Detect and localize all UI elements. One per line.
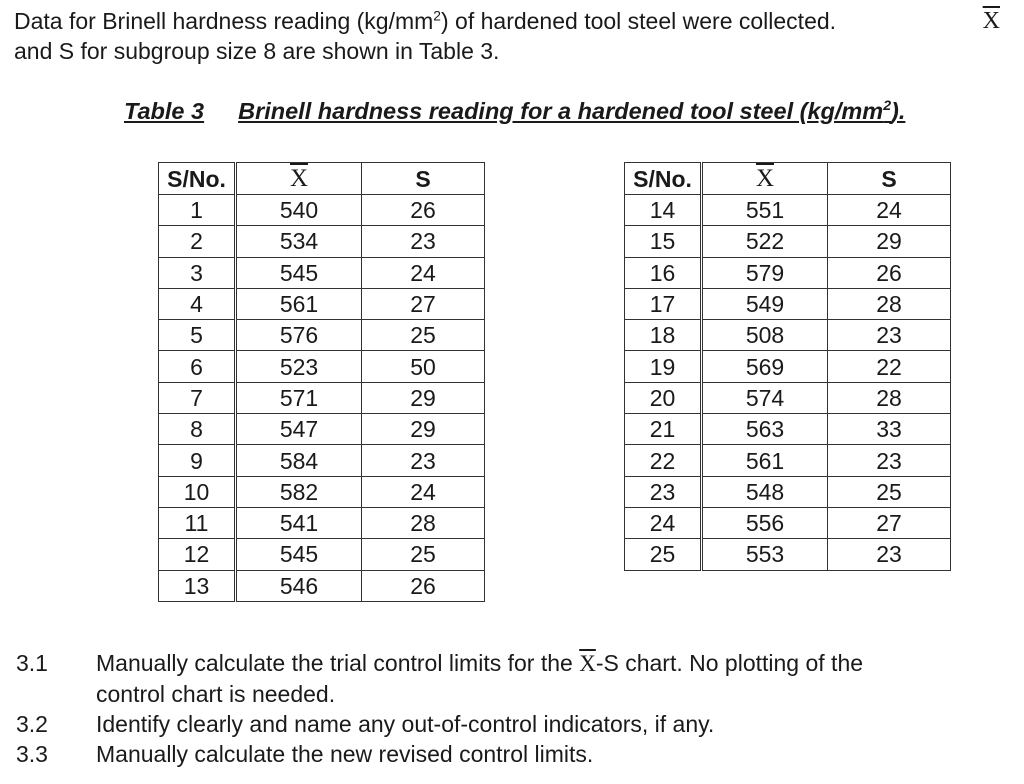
table-row	[159, 320, 485, 351]
cell-sno: 8	[159, 414, 236, 445]
header-xbar	[702, 163, 828, 195]
header-sno: S/No.	[159, 163, 236, 195]
table-row	[159, 288, 485, 319]
cell-xbar: 584	[236, 445, 362, 476]
cell-s: 23	[828, 539, 951, 570]
cell-sno: 17	[625, 288, 702, 319]
cell-xbar: 547	[236, 414, 362, 445]
cell-s: 33	[828, 414, 951, 445]
cell-sno: 5	[159, 320, 236, 351]
header-xbar-symbol: $\overline{X}$	[289, 165, 309, 192]
cell-s: 29	[362, 414, 485, 445]
cell-xbar: 571	[236, 382, 362, 413]
table-row	[159, 351, 485, 382]
header-xbar-symbol: $\overline{X}$	[755, 165, 775, 192]
cell-s: 50	[362, 351, 485, 382]
cell-sno: 3	[159, 257, 236, 288]
cell-sno: 12	[159, 539, 236, 570]
header-s: S	[362, 163, 485, 195]
table-row	[625, 257, 951, 288]
cell-s: 27	[362, 288, 485, 319]
cell-s: 23	[828, 320, 951, 351]
hardness-table-right	[624, 162, 951, 571]
table-row	[625, 382, 951, 413]
cell-sno: 1	[159, 195, 236, 226]
cell-sno: 6	[159, 351, 236, 382]
question-xbar-symbol: $\overline{X}$	[579, 651, 596, 676]
cell-sno: 13	[159, 570, 236, 601]
cell-xbar: 561	[236, 288, 362, 319]
table-row	[159, 257, 485, 288]
cell-sno: 18	[625, 320, 702, 351]
table-header-row	[159, 163, 485, 195]
cell-sno: 23	[625, 476, 702, 507]
cell-s: 29	[828, 226, 951, 257]
cell-xbar: 576	[236, 320, 362, 351]
intro-line-2: and S for subgroup size 8 are shown in Table 3.	[14, 38, 500, 64]
question-text: Identify clearly and name any out-of-control indicators, if any.	[96, 711, 715, 737]
table-row	[625, 195, 951, 226]
question-number: 3.1	[16, 650, 48, 676]
cell-s: 24	[828, 195, 951, 226]
cell-s: 28	[362, 507, 485, 538]
cell-sno: 24	[625, 507, 702, 538]
questions-list	[16, 648, 1016, 769]
cell-xbar: 582	[236, 476, 362, 507]
header-xbar	[236, 163, 362, 195]
table-row	[625, 414, 951, 445]
question-number: 3.2	[16, 711, 48, 737]
cell-s: 27	[828, 507, 951, 538]
cell-xbar: 551	[702, 195, 828, 226]
question-3-3	[16, 739, 1016, 769]
cell-s: 25	[828, 476, 951, 507]
table-row	[159, 476, 485, 507]
question-3-2	[16, 709, 1016, 739]
table-row	[159, 382, 485, 413]
cell-sno: 4	[159, 288, 236, 319]
cell-xbar: 545	[236, 257, 362, 288]
cell-sno: 14	[625, 195, 702, 226]
intro-paragraph	[14, 6, 1014, 66]
cell-s: 23	[362, 226, 485, 257]
cell-s: 29	[362, 382, 485, 413]
table-header-row	[625, 163, 951, 195]
intro-unit-exponent: 2	[433, 8, 441, 24]
table-row	[625, 351, 951, 382]
table-row	[625, 226, 951, 257]
cell-xbar: 540	[236, 195, 362, 226]
cell-s: 26	[362, 195, 485, 226]
cell-sno: 19	[625, 351, 702, 382]
cell-s: 23	[828, 445, 951, 476]
cell-xbar: 523	[236, 351, 362, 382]
cell-xbar: 549	[702, 288, 828, 319]
intro-text-before-unit: Data for Brinell hardness reading (kg/mm	[14, 8, 434, 34]
cell-sno: 7	[159, 382, 236, 413]
table-caption-number: Table 3	[124, 98, 205, 124]
hardness-table-left	[158, 162, 485, 602]
cell-xbar: 579	[702, 257, 828, 288]
cell-xbar: 563	[702, 414, 828, 445]
cell-s: 24	[362, 257, 485, 288]
table-row	[159, 507, 485, 538]
cell-xbar: 508	[702, 320, 828, 351]
header-s: S	[828, 163, 951, 195]
cell-s: 22	[828, 351, 951, 382]
cell-s: 25	[362, 320, 485, 351]
cell-sno: 21	[625, 414, 702, 445]
table-row	[625, 507, 951, 538]
table-row	[625, 288, 951, 319]
question-text-after: -S chart. No plotting of the	[595, 650, 864, 676]
table-row	[625, 445, 951, 476]
intro-xbar-symbol: $\overline{X}$	[982, 8, 1000, 34]
table-row	[159, 445, 485, 476]
table-row	[159, 195, 485, 226]
table-row	[159, 570, 485, 601]
cell-xbar: 522	[702, 226, 828, 257]
question-text-line2: control chart is needed.	[96, 681, 336, 707]
intro-line-1	[14, 6, 1014, 36]
cell-s: 26	[362, 570, 485, 601]
table-row	[625, 539, 951, 570]
intro-text-after-unit: ) of hardened tool steel were collected.	[440, 8, 837, 34]
cell-xbar: 545	[236, 539, 362, 570]
cell-xbar: 556	[702, 507, 828, 538]
cell-sno: 25	[625, 539, 702, 570]
cell-sno: 16	[625, 257, 702, 288]
table-row	[625, 320, 951, 351]
cell-s: 28	[828, 288, 951, 319]
cell-sno: 20	[625, 382, 702, 413]
cell-xbar: 561	[702, 445, 828, 476]
question-number: 3.3	[16, 741, 48, 767]
cell-sno: 11	[159, 507, 236, 538]
cell-s: 23	[362, 445, 485, 476]
cell-xbar: 574	[702, 382, 828, 413]
table-caption-end: ).	[891, 98, 906, 124]
question-text-before: Manually calculate the trial control limits for the	[96, 650, 580, 676]
table-row	[159, 226, 485, 257]
cell-sno: 22	[625, 445, 702, 476]
cell-xbar: 534	[236, 226, 362, 257]
header-sno: S/No.	[625, 163, 702, 195]
cell-sno: 2	[159, 226, 236, 257]
table-row	[159, 414, 485, 445]
question-text: Manually calculate the new revised control limits.	[96, 741, 594, 767]
cell-sno: 10	[159, 476, 236, 507]
cell-sno: 15	[625, 226, 702, 257]
question-3-1	[16, 648, 1016, 709]
cell-xbar: 569	[702, 351, 828, 382]
cell-s: 24	[362, 476, 485, 507]
cell-xbar: 553	[702, 539, 828, 570]
table-caption	[124, 98, 905, 125]
table-row	[159, 539, 485, 570]
cell-s: 26	[828, 257, 951, 288]
cell-sno: 9	[159, 445, 236, 476]
table-caption-exponent: 2	[883, 97, 892, 114]
cell-s: 25	[362, 539, 485, 570]
cell-xbar: 541	[236, 507, 362, 538]
cell-xbar: 548	[702, 476, 828, 507]
table-caption-title: Brinell hardness reading for a hardened tool steel (kg/mm	[238, 98, 884, 124]
table-row	[625, 476, 951, 507]
cell-xbar: 546	[236, 570, 362, 601]
question-text	[96, 648, 1016, 709]
cell-s: 28	[828, 382, 951, 413]
